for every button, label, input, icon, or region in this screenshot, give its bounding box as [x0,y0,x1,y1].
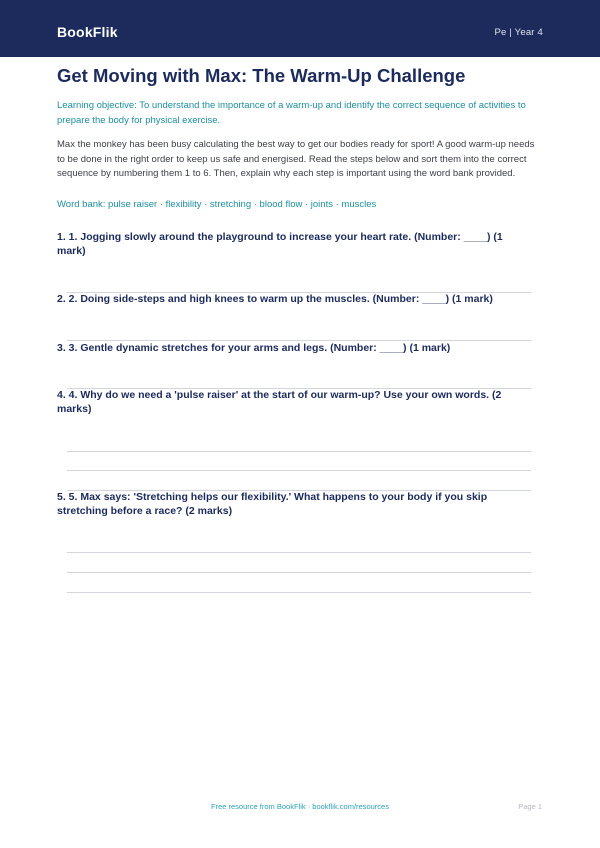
learning-objective: Learning objective: To understand the importance of a warm-up and identify the correct sequence of activities to prepare the body for physical exercise. [57,100,526,126]
answer-line[interactable] [67,451,531,452]
intro-paragraph: Max the monkey has been busy calculating the best way to get our bodies ready for sport! A good warm-up needs to be done in the right order to keep us safe and energised. Read the steps below and sort them into the correct sequence by numbering them 1 to 6. Then, explain why each step is important using the word bank provided. [57,139,535,179]
question-2: 2. 2. Doing side-steps and high knees to warm up the muscles. (Number: ____) (1 mark) [57,293,493,305]
footer-credit: Free resource from BookFlik · bookflik.com/resources [211,802,389,811]
subject-year-label: Pe | Year 4 [494,27,543,38]
page-header [0,0,600,57]
answer-line[interactable] [67,592,531,593]
worksheet-title: Get Moving with Max: The Warm-Up Challenge [57,65,466,86]
word-bank: Word bank: pulse raiser · flexibility · stretching · blood flow · joints · muscles [57,199,377,210]
answer-line[interactable] [67,552,531,553]
page-number: Page 1 [518,802,542,811]
question-4: 4. 4. Why do we need a 'pulse raiser' at the start of our warm-up? Use your own words. (2 marks) [57,389,502,415]
brand-logo: BookFlik [57,24,118,40]
answer-line[interactable] [67,470,531,471]
question-3: 3. 3. Gentle dynamic stretches for your arms and legs. (Number: ____) (1 mark) [57,342,451,354]
answer-line[interactable] [67,572,531,573]
question-1: 1. 1. Jogging slowly around the playground to increase your heart rate. (Number: ____) (1 mark) [57,231,503,257]
question-5: 5. 5. Max says: 'Stretching helps our flexibility.' What happens to your body if you skip stretching before a race? (2 marks) [57,491,488,517]
